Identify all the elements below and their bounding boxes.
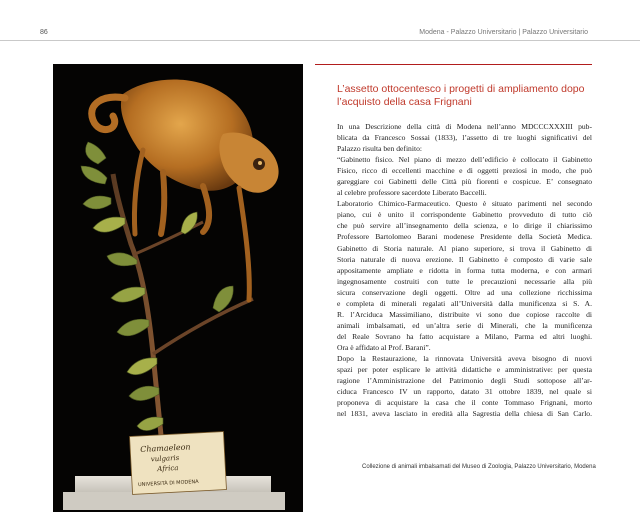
body-line: ragione l’Amministrazione del Patrimonio degli Studi sottopose all’ar- xyxy=(337,376,592,386)
specimen-label xyxy=(130,432,227,495)
body-line: In una Descrizione della città di Modena nell’anno MDCCCXXXIII pub- xyxy=(337,122,592,131)
article-body xyxy=(337,121,592,419)
chameleon-specimen-photo xyxy=(53,64,303,512)
body-line: Professore Bartolomeo Barani modenese Presidente della Società Medica. xyxy=(337,232,592,242)
label-institution: UNIVERSITÀ DI MODENA xyxy=(137,478,199,489)
page-number: 86 xyxy=(40,29,48,36)
body-line: piano, cui è unito il corrispondente Gabinetto provveduto di tutto ciò xyxy=(337,210,592,220)
header-rule xyxy=(0,40,640,41)
article-title xyxy=(337,83,592,109)
body-line: che può servire all’insegnamento della scienza, e lo dirige il chiarissimo xyxy=(337,221,592,231)
chameleon-tail xyxy=(92,97,125,129)
body-line: “Gabinetto fisico. Nel piano di mezzo dell’edificio è collocato il Gabinetto xyxy=(337,155,592,165)
body-line: gareggiare coi Gabinetti delle Città più fiorenti e cospicue. E’ consegnato xyxy=(337,177,592,187)
chameleon-illustration xyxy=(53,64,303,512)
body-line: blicata da Francesco Sossai (1833), l’assetto di tre luoghi significativi del xyxy=(337,133,592,143)
title-rule xyxy=(315,64,592,65)
body-line: al celebre professore sacerdote Liberato Baccelli. xyxy=(337,188,487,198)
body-line: ciduca Francesco IV un rapporto, datato 31 ottobre 1839, nel quale si xyxy=(337,387,592,397)
body-line: Storia naturale di nuova erezione. Il Gabinetto è composto di varie sale xyxy=(337,254,592,264)
photo-caption: Collezione di animali imbalsamati del Museo di Zoologia, Palazzo Universitario, Modena xyxy=(362,464,596,470)
label-species: vulgaris xyxy=(150,453,180,464)
body-line: Ora è affidato al Prof. Barani”. xyxy=(337,342,431,352)
title-line: l’acquisto della casa Frignani xyxy=(337,96,472,108)
body-line: del Reale Sovrano ha fatto acquistare a Milano, Parma ed altri luoghi. xyxy=(337,331,592,341)
body-line: sicura conservazione degli oggetti. Oltre ad una collezione ricchissima xyxy=(337,287,592,297)
body-line: spazi per poter esplicare le attività didattiche e amministrative: per questa xyxy=(337,365,592,375)
title-line: L’assetto ottocentesco i progetti di ampliamento dopo xyxy=(337,83,585,95)
label-genus: Chamaeleon xyxy=(140,442,191,454)
chameleon-leg xyxy=(161,172,164,234)
body-line: Gabinetto di Storia naturale. Al piano superiore, si trova il Gabinetto di xyxy=(337,243,592,253)
body-line: R. l’Arciduca Massimiliano, distribuite vi sono due copiose raccolte di xyxy=(337,309,592,319)
body-line: proponeva di acquistare la casa che il conte Tommaso Frignani, morto xyxy=(337,398,592,408)
body-line: Laboratorio Chimico-Farmaceutico. Questo è situato parimenti nel secondo xyxy=(337,199,592,209)
body-line: nel 1831, aveva lasciato in eredità alla Sagrestia della chiesa di San Carlo. xyxy=(337,409,592,419)
body-line: Dopo la Restaurazione, la rinnovata Università aveva bisogno di nuovi xyxy=(337,353,592,363)
body-line: e completa di minerali regalati all’Università dalla munificenza si S. A. xyxy=(337,298,592,308)
label-locality: Africa xyxy=(157,463,179,474)
specimen-plinth xyxy=(63,492,285,510)
body-line: appositamente ampliate e ridotta in forma tutta moderna, e con armari xyxy=(337,265,592,275)
body-line: ingegnosamente costruiti con tutte le precauzioni necessarie alla più xyxy=(337,276,592,286)
branch-side xyxy=(153,299,253,354)
body-line: Fisico, ricco di eccellenti macchine e di oggetti preziosi in modo, che può xyxy=(337,166,592,176)
running-head: Modena - Palazzo Universitario | Palazzo Universitario xyxy=(419,29,588,36)
body-line: Palazzo risulta ben definito: xyxy=(337,144,422,154)
body-line: animali imbalsamati, ed un’altra serie di Minerali, che la munificenza xyxy=(337,320,592,330)
page-header xyxy=(0,0,640,40)
